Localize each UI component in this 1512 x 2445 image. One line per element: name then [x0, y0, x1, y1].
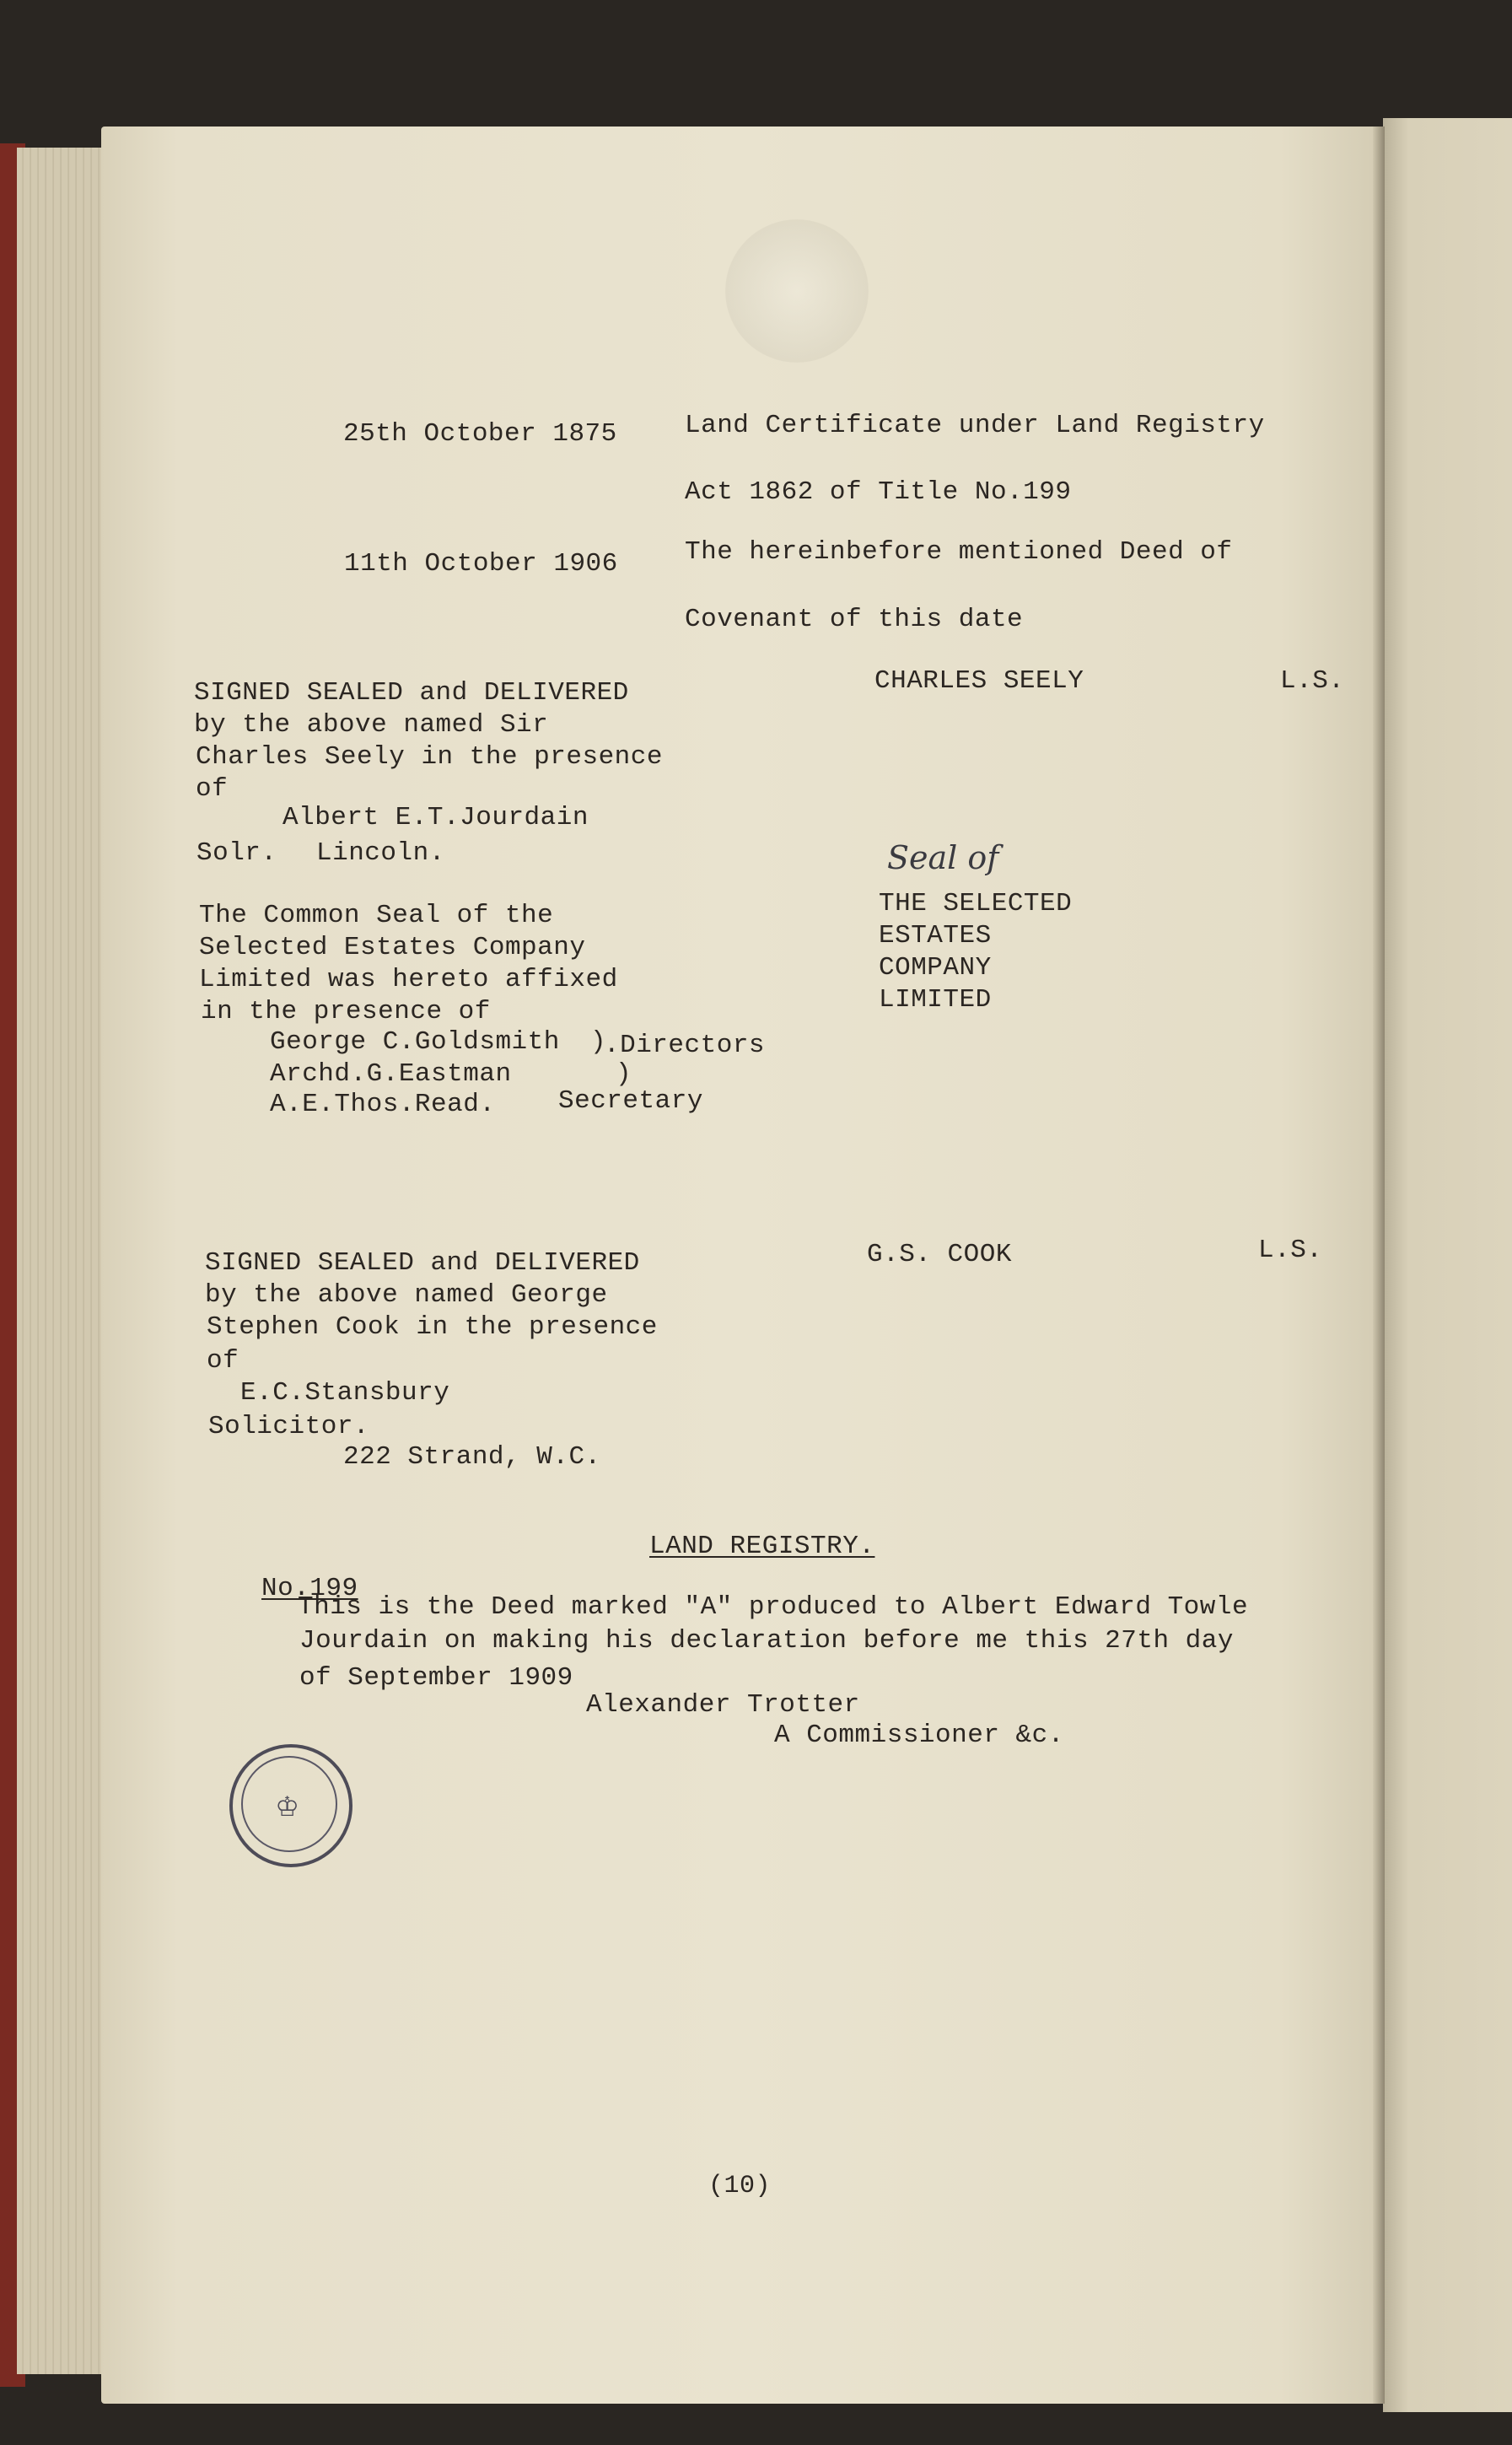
director-name: George C.Goldsmith [270, 1027, 560, 1057]
entry-description: Covenant of this date [685, 605, 1024, 634]
entry-description: The hereinbefore mentioned Deed of [685, 537, 1233, 567]
witness-role: Solicitor. [208, 1412, 370, 1441]
registry-number: No.199 [261, 1574, 358, 1603]
page-fold [1373, 127, 1385, 2404]
entry-description: Act 1862 of Title No.199 [685, 477, 1072, 507]
seal-handwritten: Seal of [887, 839, 999, 876]
witness-place: Lincoln. [316, 838, 445, 868]
entry-description: Land Certificate under Land Registry [685, 411, 1265, 440]
seal-line: THE SELECTED [879, 889, 1073, 918]
witness-address: 222 Strand, W.C. [343, 1442, 601, 1472]
locus-sigilli: L.S. [1280, 666, 1345, 696]
secretary-label: Secretary [558, 1086, 703, 1116]
stamp-emblem: ♔ [277, 1786, 299, 1827]
attestation-line: Selected Estates Company [199, 933, 586, 962]
attestation-line: Limited was hereto affixed [199, 965, 618, 994]
registry-text-line: Jourdain on making his declaration before me this 27th day [299, 1626, 1234, 1656]
witness-name: Albert E.T.Jourdain [282, 803, 589, 832]
commissioner-title: A Commissioner &c. [774, 1721, 1064, 1750]
seal-line: COMPANY [879, 953, 992, 983]
commissioner-name: Alexander Trotter [586, 1690, 860, 1720]
bracket: ) [590, 1027, 607, 1057]
secretary-name: A.E.Thos.Read. [270, 1090, 496, 1119]
land-registry-stamp-icon [229, 1744, 352, 1867]
registry-heading: LAND REGISTRY. [649, 1532, 875, 1561]
attestation-line: by the above named Sir [194, 710, 549, 740]
registry-text-line: of September 1909 [299, 1663, 573, 1693]
director-name: Archd.G.Eastman [270, 1059, 512, 1089]
witness-name: E.C.Stansbury [240, 1378, 450, 1408]
entry-date: 11th October 1906 [344, 549, 618, 579]
witness-role: Solr. [196, 838, 277, 868]
attestation-line: Stephen Cook in the presence [207, 1312, 658, 1342]
attestation-line: by the above named George [205, 1280, 608, 1310]
attestation-line: SIGNED SEALED and DELIVERED [205, 1248, 640, 1278]
locus-sigilli: L.S. [1258, 1236, 1323, 1265]
attestation-line: in the presence of [201, 997, 491, 1026]
embossed-seal-icon [725, 219, 869, 363]
page-number: (10) [708, 2172, 772, 2200]
attestation-line: The Common Seal of the [199, 901, 554, 930]
attestation-line: of [196, 774, 229, 804]
bracket: ) [616, 1059, 632, 1089]
seal-line: LIMITED [879, 985, 992, 1015]
page-stack-edges [17, 148, 110, 2374]
seal-line: ESTATES [879, 921, 992, 951]
directors-label: .Directors [604, 1031, 766, 1060]
registry-text-line: This is the Deed marked "A" produced to Albert Edward Towle [298, 1592, 1249, 1622]
signatory-name: CHARLES SEELY [874, 666, 1084, 696]
attestation-line: of [207, 1346, 239, 1376]
attestation-line: SIGNED SEALED and DELIVERED [194, 678, 629, 708]
facing-page [1383, 118, 1512, 2412]
entry-date: 25th October 1875 [343, 419, 617, 449]
attestation-line: Charles Seely in the presence [196, 742, 663, 772]
signatory-name: G.S. COOK [867, 1240, 1012, 1269]
